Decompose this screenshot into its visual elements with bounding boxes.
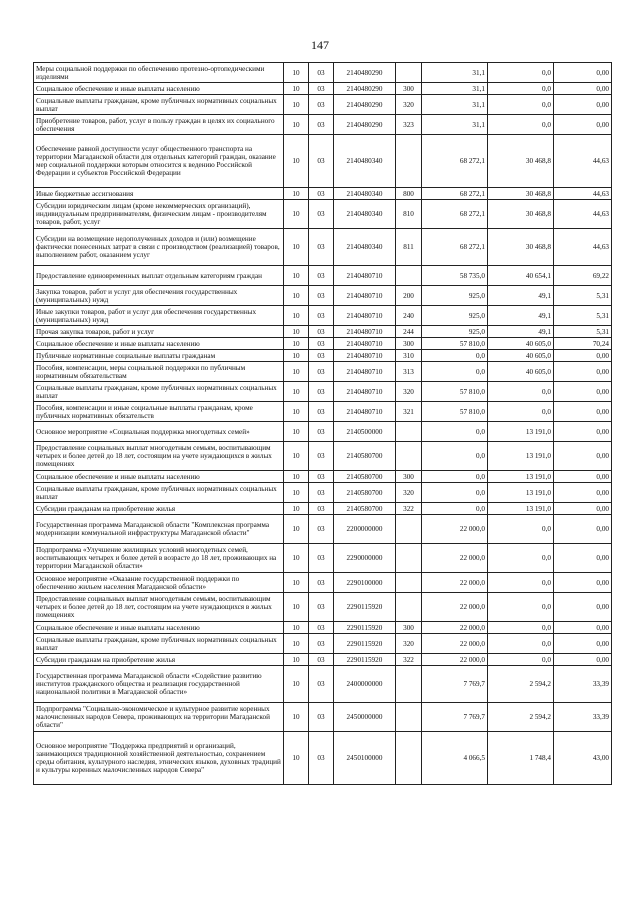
executed-amount-cell: 0,0 [488, 622, 554, 634]
expense-type-cell: 310 [396, 350, 422, 362]
target-article-cell: 2140480290 [334, 95, 396, 115]
execution-percent-cell: 5,31 [554, 286, 612, 306]
section-cell: 10 [284, 135, 309, 188]
execution-percent-cell: 0,00 [554, 593, 612, 622]
target-article-cell: 2140480340 [334, 135, 396, 188]
execution-percent-cell: 5,31 [554, 326, 612, 338]
target-article-cell: 2140580700 [334, 503, 396, 515]
planned-amount-cell: 22 000,0 [422, 544, 488, 573]
target-article-cell: 2140480710 [334, 286, 396, 306]
section-cell: 10 [284, 338, 309, 350]
subsection-cell: 03 [309, 326, 334, 338]
planned-amount-cell: 0,0 [422, 503, 488, 515]
executed-amount-cell: 30 468,8 [488, 229, 554, 266]
expense-type-cell: 300 [396, 471, 422, 483]
execution-percent-cell: 44,63 [554, 135, 612, 188]
table-row [34, 306, 612, 326]
table-row [34, 402, 612, 422]
planned-amount-cell: 925,0 [422, 286, 488, 306]
section-cell: 10 [284, 95, 309, 115]
subsection-cell: 03 [309, 593, 334, 622]
planned-amount-cell: 22 000,0 [422, 654, 488, 666]
execution-percent-cell: 44,63 [554, 200, 612, 229]
expense-type-cell: 321 [396, 402, 422, 422]
target-article-cell: 2290115920 [334, 593, 396, 622]
subsection-cell: 03 [309, 471, 334, 483]
executed-amount-cell: 40 605,0 [488, 362, 554, 382]
row-name-cell: Предоставление социальных выплат многодетным семьям, воспитывающим четырех и более детей до 18 лет, состоящим на учете нуждающихся в жилых помещениях [34, 593, 284, 622]
expense-type-cell: 322 [396, 503, 422, 515]
target-article-cell: 2450100000 [334, 732, 396, 785]
executed-amount-cell: 0,0 [488, 634, 554, 654]
row-name-cell: Социальное обеспечение и иные выплаты населению [34, 83, 284, 95]
planned-amount-cell: 31,1 [422, 115, 488, 135]
executed-amount-cell: 49,1 [488, 286, 554, 306]
target-article-cell: 2290000000 [334, 544, 396, 573]
subsection-cell: 03 [309, 732, 334, 785]
execution-percent-cell: 0,00 [554, 83, 612, 95]
planned-amount-cell: 68 272,1 [422, 200, 488, 229]
execution-percent-cell: 33,39 [554, 703, 612, 732]
target-article-cell: 2140480710 [334, 306, 396, 326]
row-name-cell: Социальные выплаты гражданам, кроме публичных нормативных социальных выплат [34, 95, 284, 115]
subsection-cell: 03 [309, 188, 334, 200]
table-row [34, 63, 612, 83]
row-name-cell: Социальное обеспечение и иные выплаты населению [34, 338, 284, 350]
row-name-cell: Предоставление социальных выплат многодетным семьям, воспитывающим четырех и более детей до 18 лет, состоящим на учете нуждающихся в жилых помещениях [34, 442, 284, 471]
executed-amount-cell: 40 605,0 [488, 338, 554, 350]
section-cell: 10 [284, 188, 309, 200]
row-name-cell: Подпрограмма "Социально-экономическое и культурное развитие коренных малочисленных народов Севера, проживающих на территории Магаданской области" [34, 703, 284, 732]
subsection-cell: 03 [309, 422, 334, 442]
subsection-cell: 03 [309, 483, 334, 503]
executed-amount-cell: 40 654,1 [488, 266, 554, 286]
execution-percent-cell: 0,00 [554, 350, 612, 362]
expense-type-cell [396, 442, 422, 471]
row-name-cell: Иные бюджетные ассигнования [34, 188, 284, 200]
subsection-cell: 03 [309, 703, 334, 732]
expense-type-cell [396, 593, 422, 622]
table-row [34, 229, 612, 266]
expense-type-cell [396, 63, 422, 83]
execution-percent-cell: 0,00 [554, 442, 612, 471]
planned-amount-cell: 0,0 [422, 362, 488, 382]
target-article-cell: 2290115920 [334, 622, 396, 634]
row-name-cell: Предоставление единовременных выплат отдельным категориям граждан [34, 266, 284, 286]
subsection-cell: 03 [309, 83, 334, 95]
subsection-cell: 03 [309, 135, 334, 188]
planned-amount-cell: 57 810,0 [422, 338, 488, 350]
execution-percent-cell: 0,00 [554, 622, 612, 634]
section-cell: 10 [284, 382, 309, 402]
section-cell: 10 [284, 402, 309, 422]
table-row [34, 634, 612, 654]
planned-amount-cell: 68 272,1 [422, 229, 488, 266]
target-article-cell: 2140580700 [334, 471, 396, 483]
execution-percent-cell: 0,00 [554, 422, 612, 442]
expense-type-cell: 244 [396, 326, 422, 338]
target-article-cell: 2140480290 [334, 63, 396, 83]
row-name-cell: Иные закупки товаров, работ и услуг для обеспечения государственных (муниципальных) нужд [34, 306, 284, 326]
table-row [34, 188, 612, 200]
planned-amount-cell: 7 769,7 [422, 666, 488, 703]
section-cell: 10 [284, 732, 309, 785]
section-cell: 10 [284, 83, 309, 95]
row-name-cell: Социальные выплаты гражданам, кроме публичных нормативных социальных выплат [34, 483, 284, 503]
executed-amount-cell: 13 191,0 [488, 503, 554, 515]
section-cell: 10 [284, 326, 309, 338]
section-cell: 10 [284, 229, 309, 266]
section-cell: 10 [284, 634, 309, 654]
target-article-cell: 2290115920 [334, 634, 396, 654]
executed-amount-cell: 13 191,0 [488, 422, 554, 442]
row-name-cell: Пособия, компенсации и иные социальные выплаты гражданам, кроме публичных нормативных обязательств [34, 402, 284, 422]
executed-amount-cell: 0,0 [488, 63, 554, 83]
subsection-cell: 03 [309, 286, 334, 306]
table-row [34, 95, 612, 115]
planned-amount-cell: 68 272,1 [422, 135, 488, 188]
expense-type-cell: 200 [396, 286, 422, 306]
expense-type-cell: 323 [396, 115, 422, 135]
row-name-cell: Основное мероприятие «Оказание государственной поддержки по обеспечению жильем населения Магаданской области» [34, 573, 284, 593]
expense-type-cell: 240 [396, 306, 422, 326]
row-name-cell: Социальные выплаты гражданам, кроме публичных нормативных социальных выплат [34, 634, 284, 654]
executed-amount-cell: 0,0 [488, 382, 554, 402]
expense-type-cell [396, 422, 422, 442]
table-row [34, 382, 612, 402]
table-row [34, 666, 612, 703]
executed-amount-cell: 0,0 [488, 95, 554, 115]
section-cell: 10 [284, 654, 309, 666]
executed-amount-cell: 30 468,8 [488, 200, 554, 229]
subsection-cell: 03 [309, 63, 334, 83]
subsection-cell: 03 [309, 338, 334, 350]
subsection-cell: 03 [309, 229, 334, 266]
expense-type-cell: 300 [396, 622, 422, 634]
executed-amount-cell: 2 594,2 [488, 666, 554, 703]
execution-percent-cell: 0,00 [554, 471, 612, 483]
target-article-cell: 2140480290 [334, 115, 396, 135]
execution-percent-cell: 0,00 [554, 515, 612, 544]
executed-amount-cell: 0,0 [488, 402, 554, 422]
expense-type-cell: 320 [396, 483, 422, 503]
table-row [34, 544, 612, 573]
expense-type-cell [396, 515, 422, 544]
target-article-cell: 2140480710 [334, 338, 396, 350]
section-cell: 10 [284, 503, 309, 515]
table-row [34, 326, 612, 338]
execution-percent-cell: 0,00 [554, 503, 612, 515]
execution-percent-cell: 0,00 [554, 483, 612, 503]
executed-amount-cell: 13 191,0 [488, 483, 554, 503]
execution-percent-cell: 44,63 [554, 229, 612, 266]
planned-amount-cell: 0,0 [422, 422, 488, 442]
section-cell: 10 [284, 471, 309, 483]
target-article-cell: 2140500000 [334, 422, 396, 442]
execution-percent-cell: 70,24 [554, 338, 612, 350]
page-number: 147 [311, 38, 329, 52]
subsection-cell: 03 [309, 266, 334, 286]
expense-type-cell [396, 135, 422, 188]
planned-amount-cell: 22 000,0 [422, 573, 488, 593]
planned-amount-cell: 925,0 [422, 306, 488, 326]
target-article-cell: 2290100000 [334, 573, 396, 593]
table-row [34, 200, 612, 229]
target-article-cell: 2200000000 [334, 515, 396, 544]
expense-type-cell: 810 [396, 200, 422, 229]
expense-type-cell: 300 [396, 83, 422, 95]
section-cell: 10 [284, 306, 309, 326]
subsection-cell: 03 [309, 634, 334, 654]
row-name-cell: Основное мероприятие "Поддержка предприятий и организаций, занимающихся традиционной хозяйственной деятельностью, сохранением среды обитания, культурного наследия, этнических языков, духовных традиций и культуры коренных малочисленных народов Севера" [34, 732, 284, 785]
table-row [34, 350, 612, 362]
expense-type-cell [396, 732, 422, 785]
table-body [34, 63, 612, 785]
section-cell: 10 [284, 515, 309, 544]
section-cell: 10 [284, 666, 309, 703]
target-article-cell: 2140480710 [334, 402, 396, 422]
planned-amount-cell: 22 000,0 [422, 634, 488, 654]
planned-amount-cell: 58 735,0 [422, 266, 488, 286]
budget-execution-table [33, 62, 612, 785]
planned-amount-cell: 31,1 [422, 63, 488, 83]
execution-percent-cell: 0,00 [554, 544, 612, 573]
subsection-cell: 03 [309, 306, 334, 326]
expense-type-cell: 320 [396, 382, 422, 402]
section-cell: 10 [284, 703, 309, 732]
table-row [34, 422, 612, 442]
table-row [34, 483, 612, 503]
section-cell: 10 [284, 483, 309, 503]
executed-amount-cell: 0,0 [488, 593, 554, 622]
executed-amount-cell: 13 191,0 [488, 471, 554, 483]
row-name-cell: Социальные выплаты гражданам, кроме публичных нормативных социальных выплат [34, 382, 284, 402]
executed-amount-cell: 0,0 [488, 573, 554, 593]
row-name-cell: Подпрограмма «Улучшение жилищных условий многодетных семей, воспитывающих четырех и более детей в возрасте до 18 лет, проживающих на территории Магаданской области» [34, 544, 284, 573]
expense-type-cell: 320 [396, 634, 422, 654]
section-cell: 10 [284, 573, 309, 593]
execution-percent-cell: 0,00 [554, 573, 612, 593]
executed-amount-cell: 0,0 [488, 515, 554, 544]
planned-amount-cell: 0,0 [422, 350, 488, 362]
execution-percent-cell: 0,00 [554, 63, 612, 83]
expense-type-cell [396, 266, 422, 286]
expense-type-cell: 300 [396, 338, 422, 350]
row-name-cell: Социальное обеспечение и иные выплаты населению [34, 622, 284, 634]
planned-amount-cell: 22 000,0 [422, 622, 488, 634]
target-article-cell: 2140480340 [334, 188, 396, 200]
row-name-cell: Прочая закупка товаров, работ и услуг [34, 326, 284, 338]
row-name-cell: Основное мероприятие «Социальная поддержка многодетных семей» [34, 422, 284, 442]
row-name-cell: Пособия, компенсации, меры социальной поддержки по публичным нормативным обязательствам [34, 362, 284, 382]
execution-percent-cell: 69,22 [554, 266, 612, 286]
table-row [34, 471, 612, 483]
subsection-cell: 03 [309, 515, 334, 544]
table-row [34, 115, 612, 135]
expense-type-cell [396, 666, 422, 703]
execution-percent-cell: 0,00 [554, 115, 612, 135]
section-cell: 10 [284, 593, 309, 622]
execution-percent-cell: 43,00 [554, 732, 612, 785]
section-cell: 10 [284, 63, 309, 83]
target-article-cell: 2140580700 [334, 442, 396, 471]
expense-type-cell: 322 [396, 654, 422, 666]
planned-amount-cell: 7 769,7 [422, 703, 488, 732]
planned-amount-cell: 4 066,5 [422, 732, 488, 785]
executed-amount-cell: 1 748,4 [488, 732, 554, 785]
execution-percent-cell: 0,00 [554, 402, 612, 422]
row-name-cell: Субсидии на возмещение недополученных доходов и (или) возмещение фактически понесенных затрат в связи с производством (реализацией) товаров, выполнением работ, оказанием услуг [34, 229, 284, 266]
planned-amount-cell: 22 000,0 [422, 515, 488, 544]
row-name-cell: Социальное обеспечение и иные выплаты населению [34, 471, 284, 483]
section-cell: 10 [284, 422, 309, 442]
section-cell: 10 [284, 622, 309, 634]
expense-type-cell [396, 573, 422, 593]
subsection-cell: 03 [309, 442, 334, 471]
executed-amount-cell: 0,0 [488, 83, 554, 95]
table-row [34, 593, 612, 622]
execution-percent-cell: 0,00 [554, 382, 612, 402]
expense-type-cell: 313 [396, 362, 422, 382]
subsection-cell: 03 [309, 382, 334, 402]
target-article-cell: 2140480710 [334, 326, 396, 338]
executed-amount-cell: 0,0 [488, 654, 554, 666]
section-cell: 10 [284, 286, 309, 306]
execution-percent-cell: 33,39 [554, 666, 612, 703]
table-row [34, 338, 612, 350]
executed-amount-cell: 13 191,0 [488, 442, 554, 471]
table-row [34, 83, 612, 95]
expense-type-cell [396, 544, 422, 573]
target-article-cell: 2140480340 [334, 200, 396, 229]
subsection-cell: 03 [309, 115, 334, 135]
executed-amount-cell: 2 594,2 [488, 703, 554, 732]
subsection-cell: 03 [309, 350, 334, 362]
row-name-cell: Меры социальной поддержки по обеспечению протезно-ортопедическими изделиями [34, 63, 284, 83]
planned-amount-cell: 31,1 [422, 95, 488, 115]
subsection-cell: 03 [309, 95, 334, 115]
target-article-cell: 2290115920 [334, 654, 396, 666]
target-article-cell: 2400000000 [334, 666, 396, 703]
planned-amount-cell: 57 810,0 [422, 402, 488, 422]
row-name-cell: Субсидии юридическим лицам (кроме некоммерческих организаций), индивидуальным предпринимателям, физическим лицам - производителям товаров, работ, услуг [34, 200, 284, 229]
expense-type-cell: 800 [396, 188, 422, 200]
section-cell: 10 [284, 442, 309, 471]
row-name-cell: Субсидии гражданам на приобретение жилья [34, 503, 284, 515]
row-name-cell: Приобретение товаров, работ, услуг в пользу граждан в целях их социального обеспечения [34, 115, 284, 135]
target-article-cell: 2140580700 [334, 483, 396, 503]
subsection-cell: 03 [309, 503, 334, 515]
execution-percent-cell: 0,00 [554, 634, 612, 654]
executed-amount-cell: 0,0 [488, 544, 554, 573]
row-name-cell: Закупка товаров, работ и услуг для обеспечения государственных (муниципальных) нужд [34, 286, 284, 306]
expense-type-cell: 320 [396, 95, 422, 115]
section-cell: 10 [284, 200, 309, 229]
table-row [34, 266, 612, 286]
execution-percent-cell: 5,31 [554, 306, 612, 326]
planned-amount-cell: 57 810,0 [422, 382, 488, 402]
row-name-cell: Субсидии гражданам на приобретение жилья [34, 654, 284, 666]
subsection-cell: 03 [309, 622, 334, 634]
subsection-cell: 03 [309, 654, 334, 666]
row-name-cell: Государственная программа Магаданской области "Комплексная программа модернизации коммунальной инфраструктуры Магаданской области" [34, 515, 284, 544]
execution-percent-cell: 44,63 [554, 188, 612, 200]
section-cell: 10 [284, 115, 309, 135]
subsection-cell: 03 [309, 200, 334, 229]
row-name-cell: Обеспечение равной доступности услуг общественного транспорта на территории Магаданской области для отдельных категорий граждан, оказание мер социальной поддержки которым относится к ведению Российской Федерации и субъектов Российской Федерации [34, 135, 284, 188]
row-name-cell: Публичные нормативные социальные выплаты гражданам [34, 350, 284, 362]
expense-type-cell: 811 [396, 229, 422, 266]
table-row [34, 442, 612, 471]
executed-amount-cell: 49,1 [488, 326, 554, 338]
planned-amount-cell: 22 000,0 [422, 593, 488, 622]
section-cell: 10 [284, 350, 309, 362]
target-article-cell: 2140480290 [334, 83, 396, 95]
executed-amount-cell: 30 468,8 [488, 188, 554, 200]
executed-amount-cell: 30 468,8 [488, 135, 554, 188]
table-row [34, 503, 612, 515]
subsection-cell: 03 [309, 573, 334, 593]
planned-amount-cell: 0,0 [422, 471, 488, 483]
target-article-cell: 2140480710 [334, 362, 396, 382]
target-article-cell: 2140480340 [334, 229, 396, 266]
table-row [34, 135, 612, 188]
table-row [34, 654, 612, 666]
planned-amount-cell: 68 272,1 [422, 188, 488, 200]
planned-amount-cell: 925,0 [422, 326, 488, 338]
executed-amount-cell: 0,0 [488, 115, 554, 135]
subsection-cell: 03 [309, 544, 334, 573]
table-row [34, 515, 612, 544]
executed-amount-cell: 49,1 [488, 306, 554, 326]
section-cell: 10 [284, 362, 309, 382]
planned-amount-cell: 0,0 [422, 442, 488, 471]
execution-percent-cell: 0,00 [554, 95, 612, 115]
execution-percent-cell: 0,00 [554, 362, 612, 382]
subsection-cell: 03 [309, 362, 334, 382]
executed-amount-cell: 40 605,0 [488, 350, 554, 362]
subsection-cell: 03 [309, 402, 334, 422]
section-cell: 10 [284, 266, 309, 286]
row-name-cell: Государственная программа Магаданской области «Содействие развитию институтов гражданского общества и реализация государственной национальной политики в Магаданской области» [34, 666, 284, 703]
table-row [34, 573, 612, 593]
table-row [34, 622, 612, 634]
expense-type-cell [396, 703, 422, 732]
target-article-cell: 2140480710 [334, 350, 396, 362]
table-row [34, 286, 612, 306]
planned-amount-cell: 0,0 [422, 483, 488, 503]
target-article-cell: 2140480710 [334, 266, 396, 286]
table-row [34, 703, 612, 732]
planned-amount-cell: 31,1 [422, 83, 488, 95]
table-row [34, 732, 612, 785]
subsection-cell: 03 [309, 666, 334, 703]
table-row [34, 362, 612, 382]
section-cell: 10 [284, 544, 309, 573]
target-article-cell: 2140480710 [334, 382, 396, 402]
target-article-cell: 2450000000 [334, 703, 396, 732]
execution-percent-cell: 0,00 [554, 654, 612, 666]
